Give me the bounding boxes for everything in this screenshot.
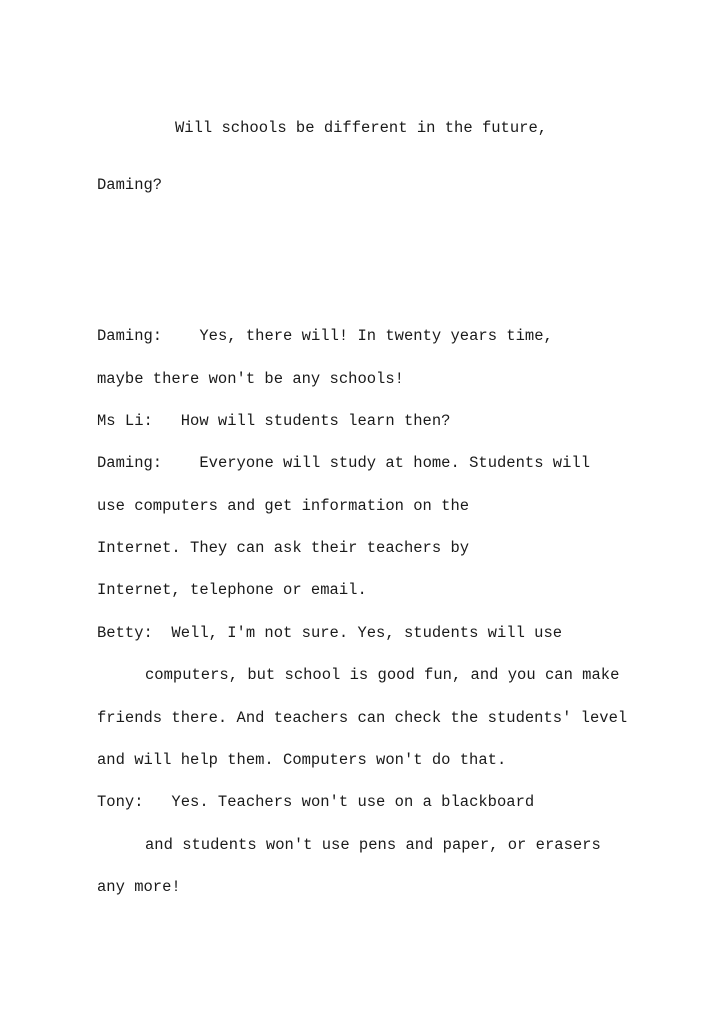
dialogue-line bbox=[97, 538, 469, 558]
dialogue-line bbox=[97, 877, 181, 897]
dialogue-text: use computers and get information on the bbox=[97, 497, 470, 515]
title-line-2: Daming? bbox=[97, 176, 163, 194]
dialogue-text: How will students learn then? bbox=[180, 412, 451, 430]
dialogue-line bbox=[97, 496, 469, 516]
title-line-1: Will schools be different in the future, bbox=[175, 119, 548, 137]
speaker-name: Betty: bbox=[97, 624, 153, 642]
speaker-gap bbox=[162, 454, 199, 472]
dialogue-text: Yes, there will! In twenty years time, bbox=[199, 327, 553, 345]
dialogue-line bbox=[97, 750, 506, 770]
speaker-gap bbox=[162, 327, 199, 345]
dialogue-text: Well, I'm not sure. Yes, students will use bbox=[171, 624, 563, 642]
dialogue-text: Internet. They can ask their teachers by bbox=[97, 539, 470, 557]
dialogue-text: friends there. And teachers can check the students' level bbox=[97, 709, 628, 727]
speaker-name: Ms Li: bbox=[97, 412, 153, 430]
dialogue-line bbox=[145, 665, 619, 685]
dialogue-text: and students won't use pens and paper, or erasers bbox=[145, 836, 601, 854]
speaker-name: Daming: bbox=[97, 454, 163, 472]
dialogue-line bbox=[97, 453, 590, 473]
speaker-gap bbox=[144, 793, 172, 811]
dialogue-text: any more! bbox=[97, 878, 181, 896]
dialogue-line bbox=[97, 369, 404, 389]
dialogue-text: Internet, telephone or email. bbox=[97, 581, 367, 599]
dialogue-line bbox=[97, 411, 450, 431]
speaker-gap bbox=[153, 624, 172, 642]
dialogue-line bbox=[97, 708, 627, 728]
dialogue-text: Everyone will study at home. Students will bbox=[199, 454, 591, 472]
speaker-name: Tony: bbox=[97, 793, 144, 811]
dialogue-text: computers, but school is good fun, and you can make bbox=[145, 666, 620, 684]
dialogue-line bbox=[97, 580, 367, 600]
dialogue-line bbox=[97, 792, 534, 812]
speaker-gap bbox=[153, 412, 181, 430]
dialogue-text: maybe there won't be any schools! bbox=[97, 370, 404, 388]
dialogue-text: and will help them. Computers won't do that. bbox=[97, 751, 507, 769]
dialogue-line bbox=[97, 326, 553, 346]
dialogue-text: Yes. Teachers won't use on a blackboard bbox=[171, 793, 535, 811]
dialogue-line bbox=[145, 835, 601, 855]
speaker-name: Daming: bbox=[97, 327, 163, 345]
dialogue-line bbox=[97, 623, 562, 643]
